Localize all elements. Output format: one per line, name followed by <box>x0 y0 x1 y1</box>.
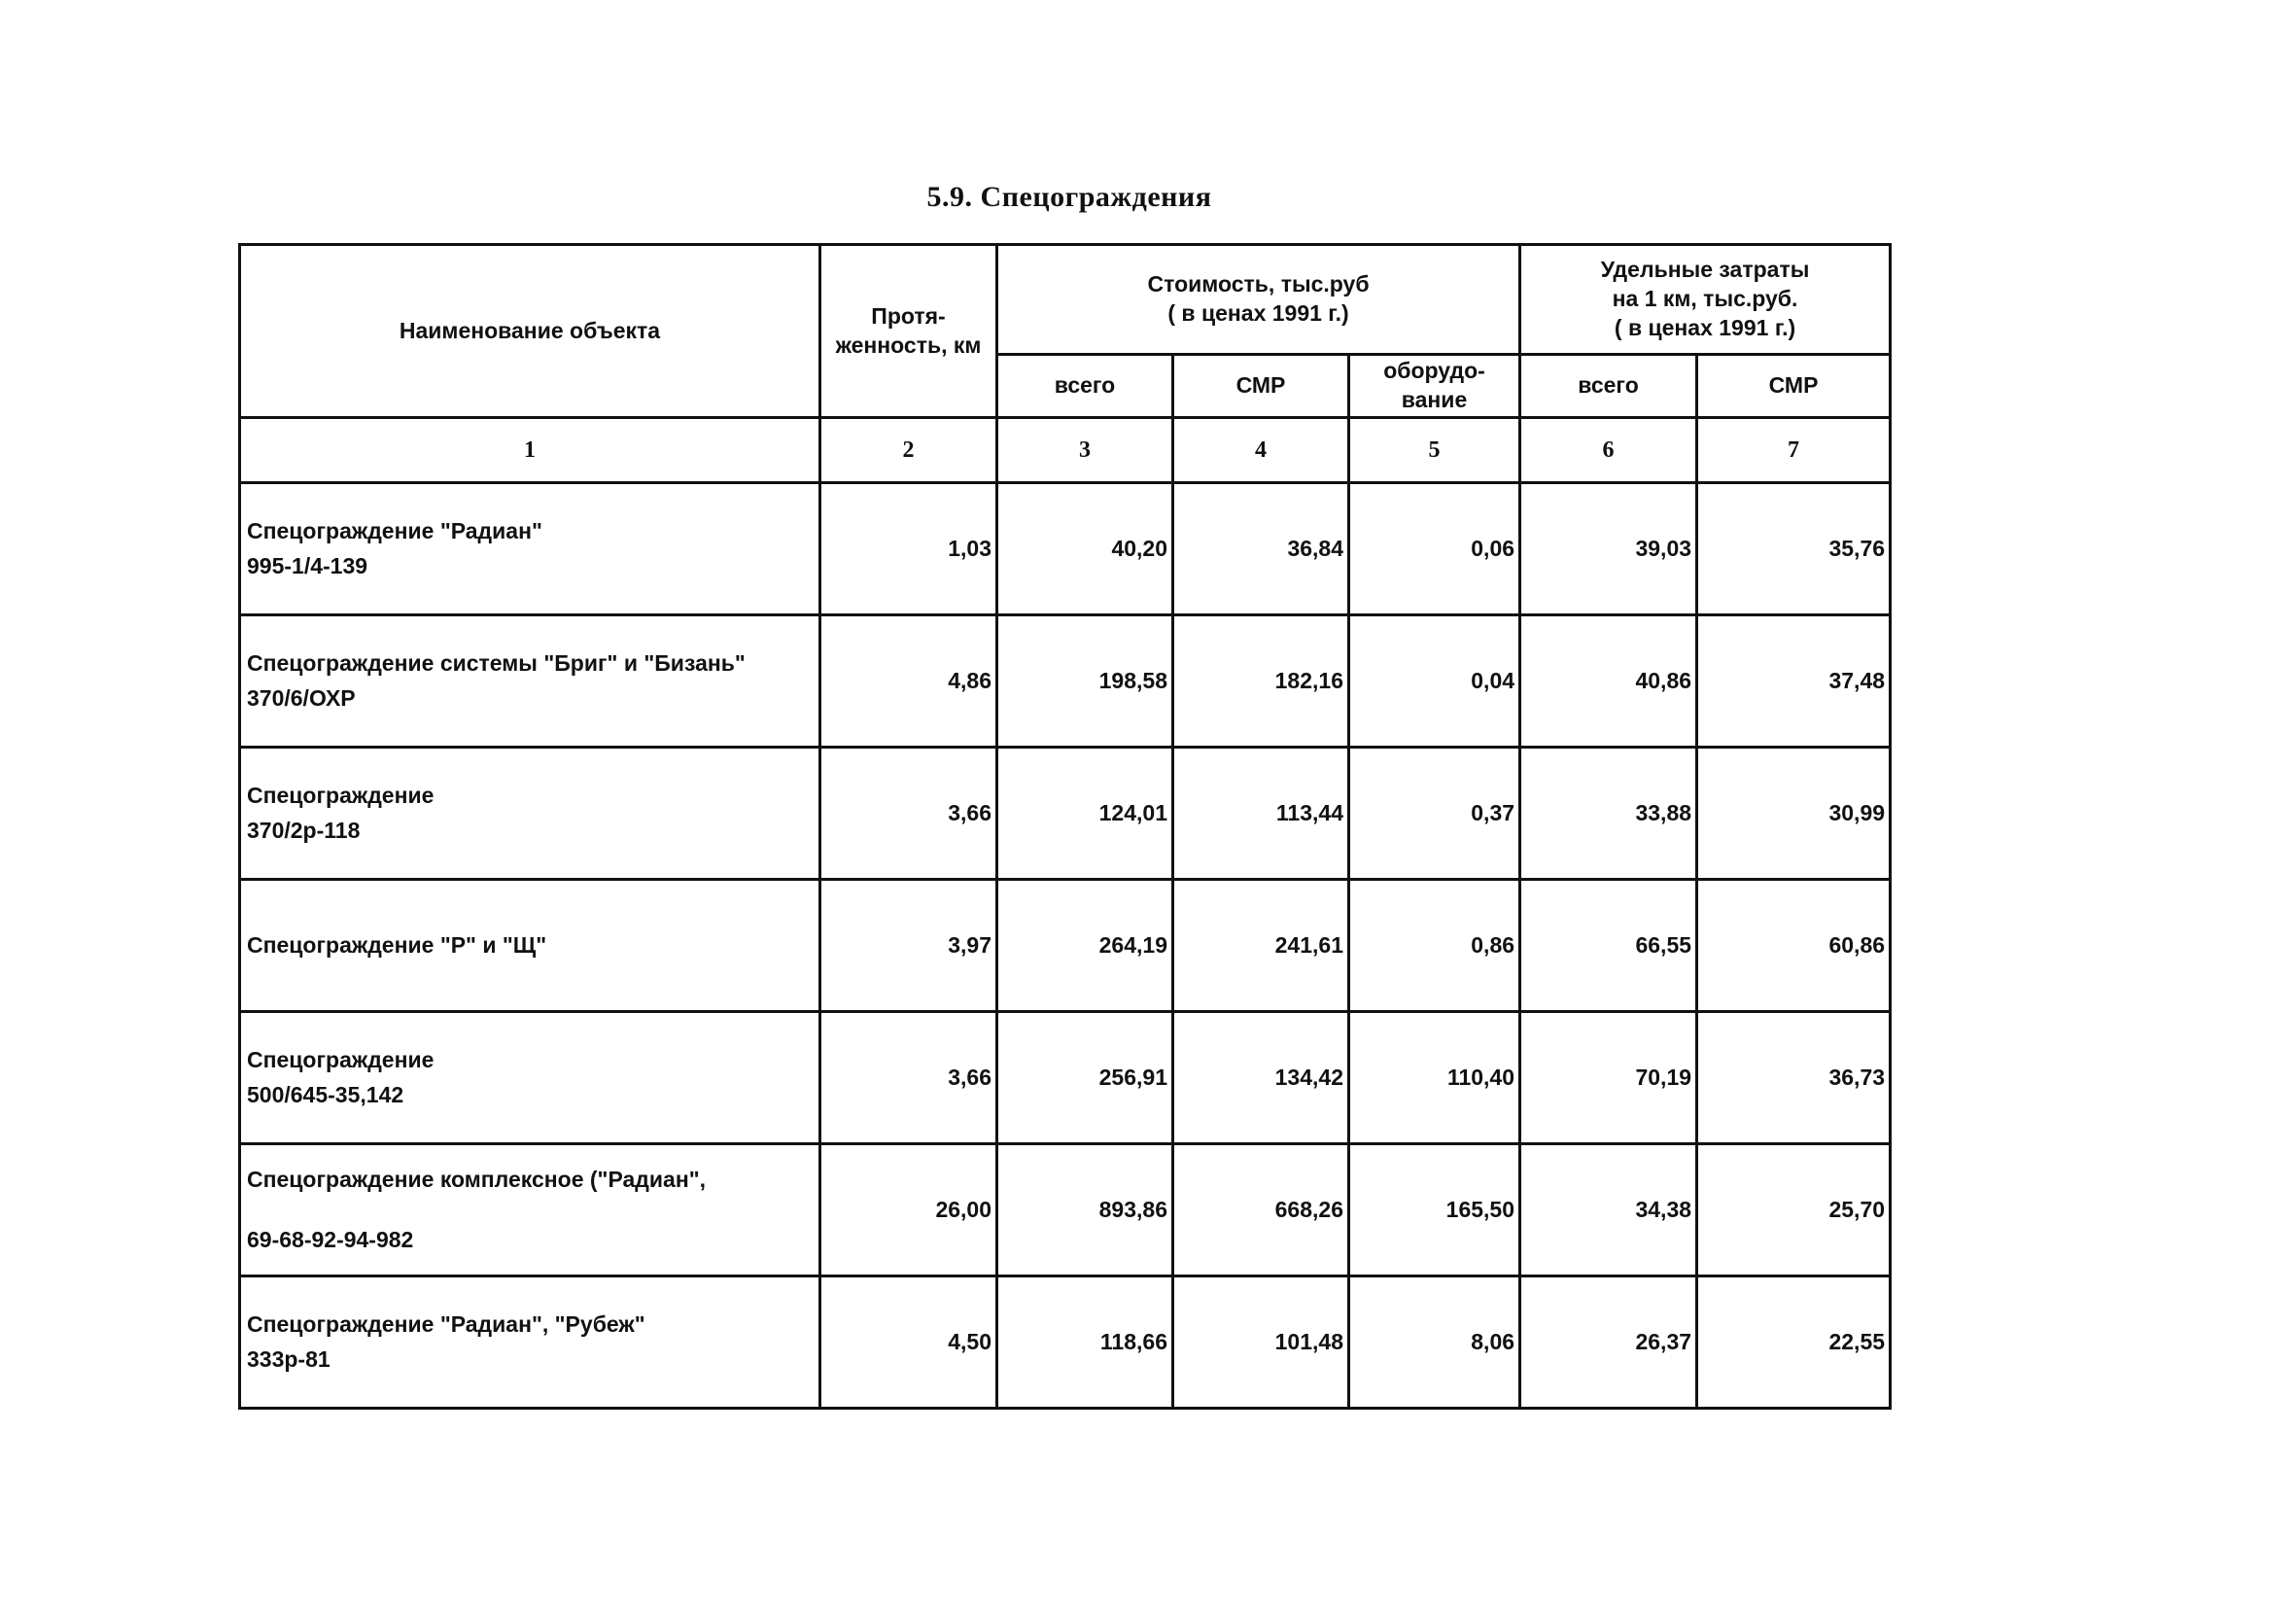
length-cell: 3,66 <box>820 748 997 880</box>
cost-total-cell: 124,01 <box>997 748 1173 880</box>
table-row <box>240 615 1891 748</box>
page-title: 5.9. Спецограждения <box>926 181 1212 213</box>
length-cell: 26,00 <box>820 1144 997 1276</box>
cost-smr-cell: 101,48 <box>1173 1276 1349 1409</box>
column-number: 4 <box>1173 418 1349 483</box>
header-unit-smr: СМР <box>1697 355 1891 418</box>
cost-equipment-cell: 165,50 <box>1349 1144 1520 1276</box>
cost-smr-cell: 113,44 <box>1173 748 1349 880</box>
table-row <box>240 1276 1891 1409</box>
object-code: 370/2р-118 <box>247 817 361 843</box>
cost-equipment-cell: 110,40 <box>1349 1012 1520 1144</box>
table-row <box>240 748 1891 880</box>
cost-total-cell: 264,19 <box>997 880 1173 1012</box>
object-code: 333р-81 <box>247 1345 330 1372</box>
unit-total-cell: 26,37 <box>1520 1276 1697 1409</box>
cost-total-cell: 198,58 <box>997 615 1173 748</box>
object-name-cell <box>240 615 820 748</box>
header-object-name: Наименование объекта <box>240 245 820 418</box>
cost-smr-cell: 36,84 <box>1173 483 1349 615</box>
cost-total-cell: 40,20 <box>997 483 1173 615</box>
header-cost-group: Стоимость, тыс.руб ( в ценах 1991 г.) <box>997 245 1520 355</box>
column-number: 1 <box>240 418 820 483</box>
column-number: 3 <box>997 418 1173 483</box>
object-code: 370/6/ОХР <box>247 684 356 711</box>
object-name: Спецограждение "Р" и "Щ" <box>247 931 547 958</box>
unit-total-cell: 34,38 <box>1520 1144 1697 1276</box>
object-name-cell <box>240 1012 820 1144</box>
object-code: 500/645-35,142 <box>247 1081 404 1107</box>
table-row <box>240 483 1891 615</box>
object-name: Спецограждение комплексное ("Радиан", <box>247 1166 707 1192</box>
table-row <box>240 880 1891 1012</box>
unit-smr-cell: 60,86 <box>1697 880 1891 1012</box>
object-name-cell <box>240 1144 820 1276</box>
object-name-cell <box>240 1276 820 1409</box>
header-length: Протя- женность, км <box>820 245 997 418</box>
cost-equipment-cell: 0,06 <box>1349 483 1520 615</box>
object-name-cell <box>240 748 820 880</box>
table-row <box>240 1144 1891 1276</box>
length-cell: 1,03 <box>820 483 997 615</box>
unit-smr-cell: 36,73 <box>1697 1012 1891 1144</box>
unit-total-cell: 39,03 <box>1520 483 1697 615</box>
cost-smr-cell: 134,42 <box>1173 1012 1349 1144</box>
column-number: 7 <box>1697 418 1891 483</box>
length-cell: 4,50 <box>820 1276 997 1409</box>
cost-equipment-cell: 0,86 <box>1349 880 1520 1012</box>
header-cost-equipment: оборудо- вание <box>1349 355 1520 418</box>
column-number-row <box>240 418 1891 483</box>
column-number: 6 <box>1520 418 1697 483</box>
cost-equipment-cell: 0,37 <box>1349 748 1520 880</box>
object-code: 69-68-92-94-982 <box>247 1226 414 1252</box>
cost-smr-cell: 668,26 <box>1173 1144 1349 1276</box>
unit-smr-cell: 37,48 <box>1697 615 1891 748</box>
cost-total-cell: 893,86 <box>997 1144 1173 1276</box>
object-name-cell <box>240 483 820 615</box>
cost-total-cell: 118,66 <box>997 1276 1173 1409</box>
table-row <box>240 1012 1891 1144</box>
object-name-cell <box>240 880 820 1012</box>
column-number: 2 <box>820 418 997 483</box>
length-cell: 4,86 <box>820 615 997 748</box>
object-name: Спецограждение "Радиан" <box>247 517 542 543</box>
header-cost-total: всего <box>997 355 1173 418</box>
unit-total-cell: 33,88 <box>1520 748 1697 880</box>
cost-table-container <box>238 243 1889 1410</box>
unit-smr-cell: 25,70 <box>1697 1144 1891 1276</box>
cost-table <box>238 243 1892 1410</box>
unit-smr-cell: 35,76 <box>1697 483 1891 615</box>
object-name: Спецограждение "Радиан", "Рубеж" <box>247 1310 645 1337</box>
object-code: 995-1/4-139 <box>247 552 368 578</box>
header-unit-total: всего <box>1520 355 1697 418</box>
cost-total-cell: 256,91 <box>997 1012 1173 1144</box>
length-cell: 3,97 <box>820 880 997 1012</box>
unit-total-cell: 66,55 <box>1520 880 1697 1012</box>
cost-equipment-cell: 8,06 <box>1349 1276 1520 1409</box>
cost-smr-cell: 182,16 <box>1173 615 1349 748</box>
cost-equipment-cell: 0,04 <box>1349 615 1520 748</box>
object-name: Спецограждение <box>247 1046 435 1072</box>
unit-total-cell: 70,19 <box>1520 1012 1697 1144</box>
object-name: Спецограждение системы "Бриг" и "Бизань" <box>247 649 746 676</box>
unit-smr-cell: 30,99 <box>1697 748 1891 880</box>
header-cost-smr: СМР <box>1173 355 1349 418</box>
unit-smr-cell: 22,55 <box>1697 1276 1891 1409</box>
column-number: 5 <box>1349 418 1520 483</box>
length-cell: 3,66 <box>820 1012 997 1144</box>
header-unit-cost-group: Удельные затраты на 1 км, тыс.руб. ( в ценах 1991 г.) <box>1520 245 1891 355</box>
object-name: Спецограждение <box>247 782 435 808</box>
unit-total-cell: 40,86 <box>1520 615 1697 748</box>
cost-smr-cell: 241,61 <box>1173 880 1349 1012</box>
